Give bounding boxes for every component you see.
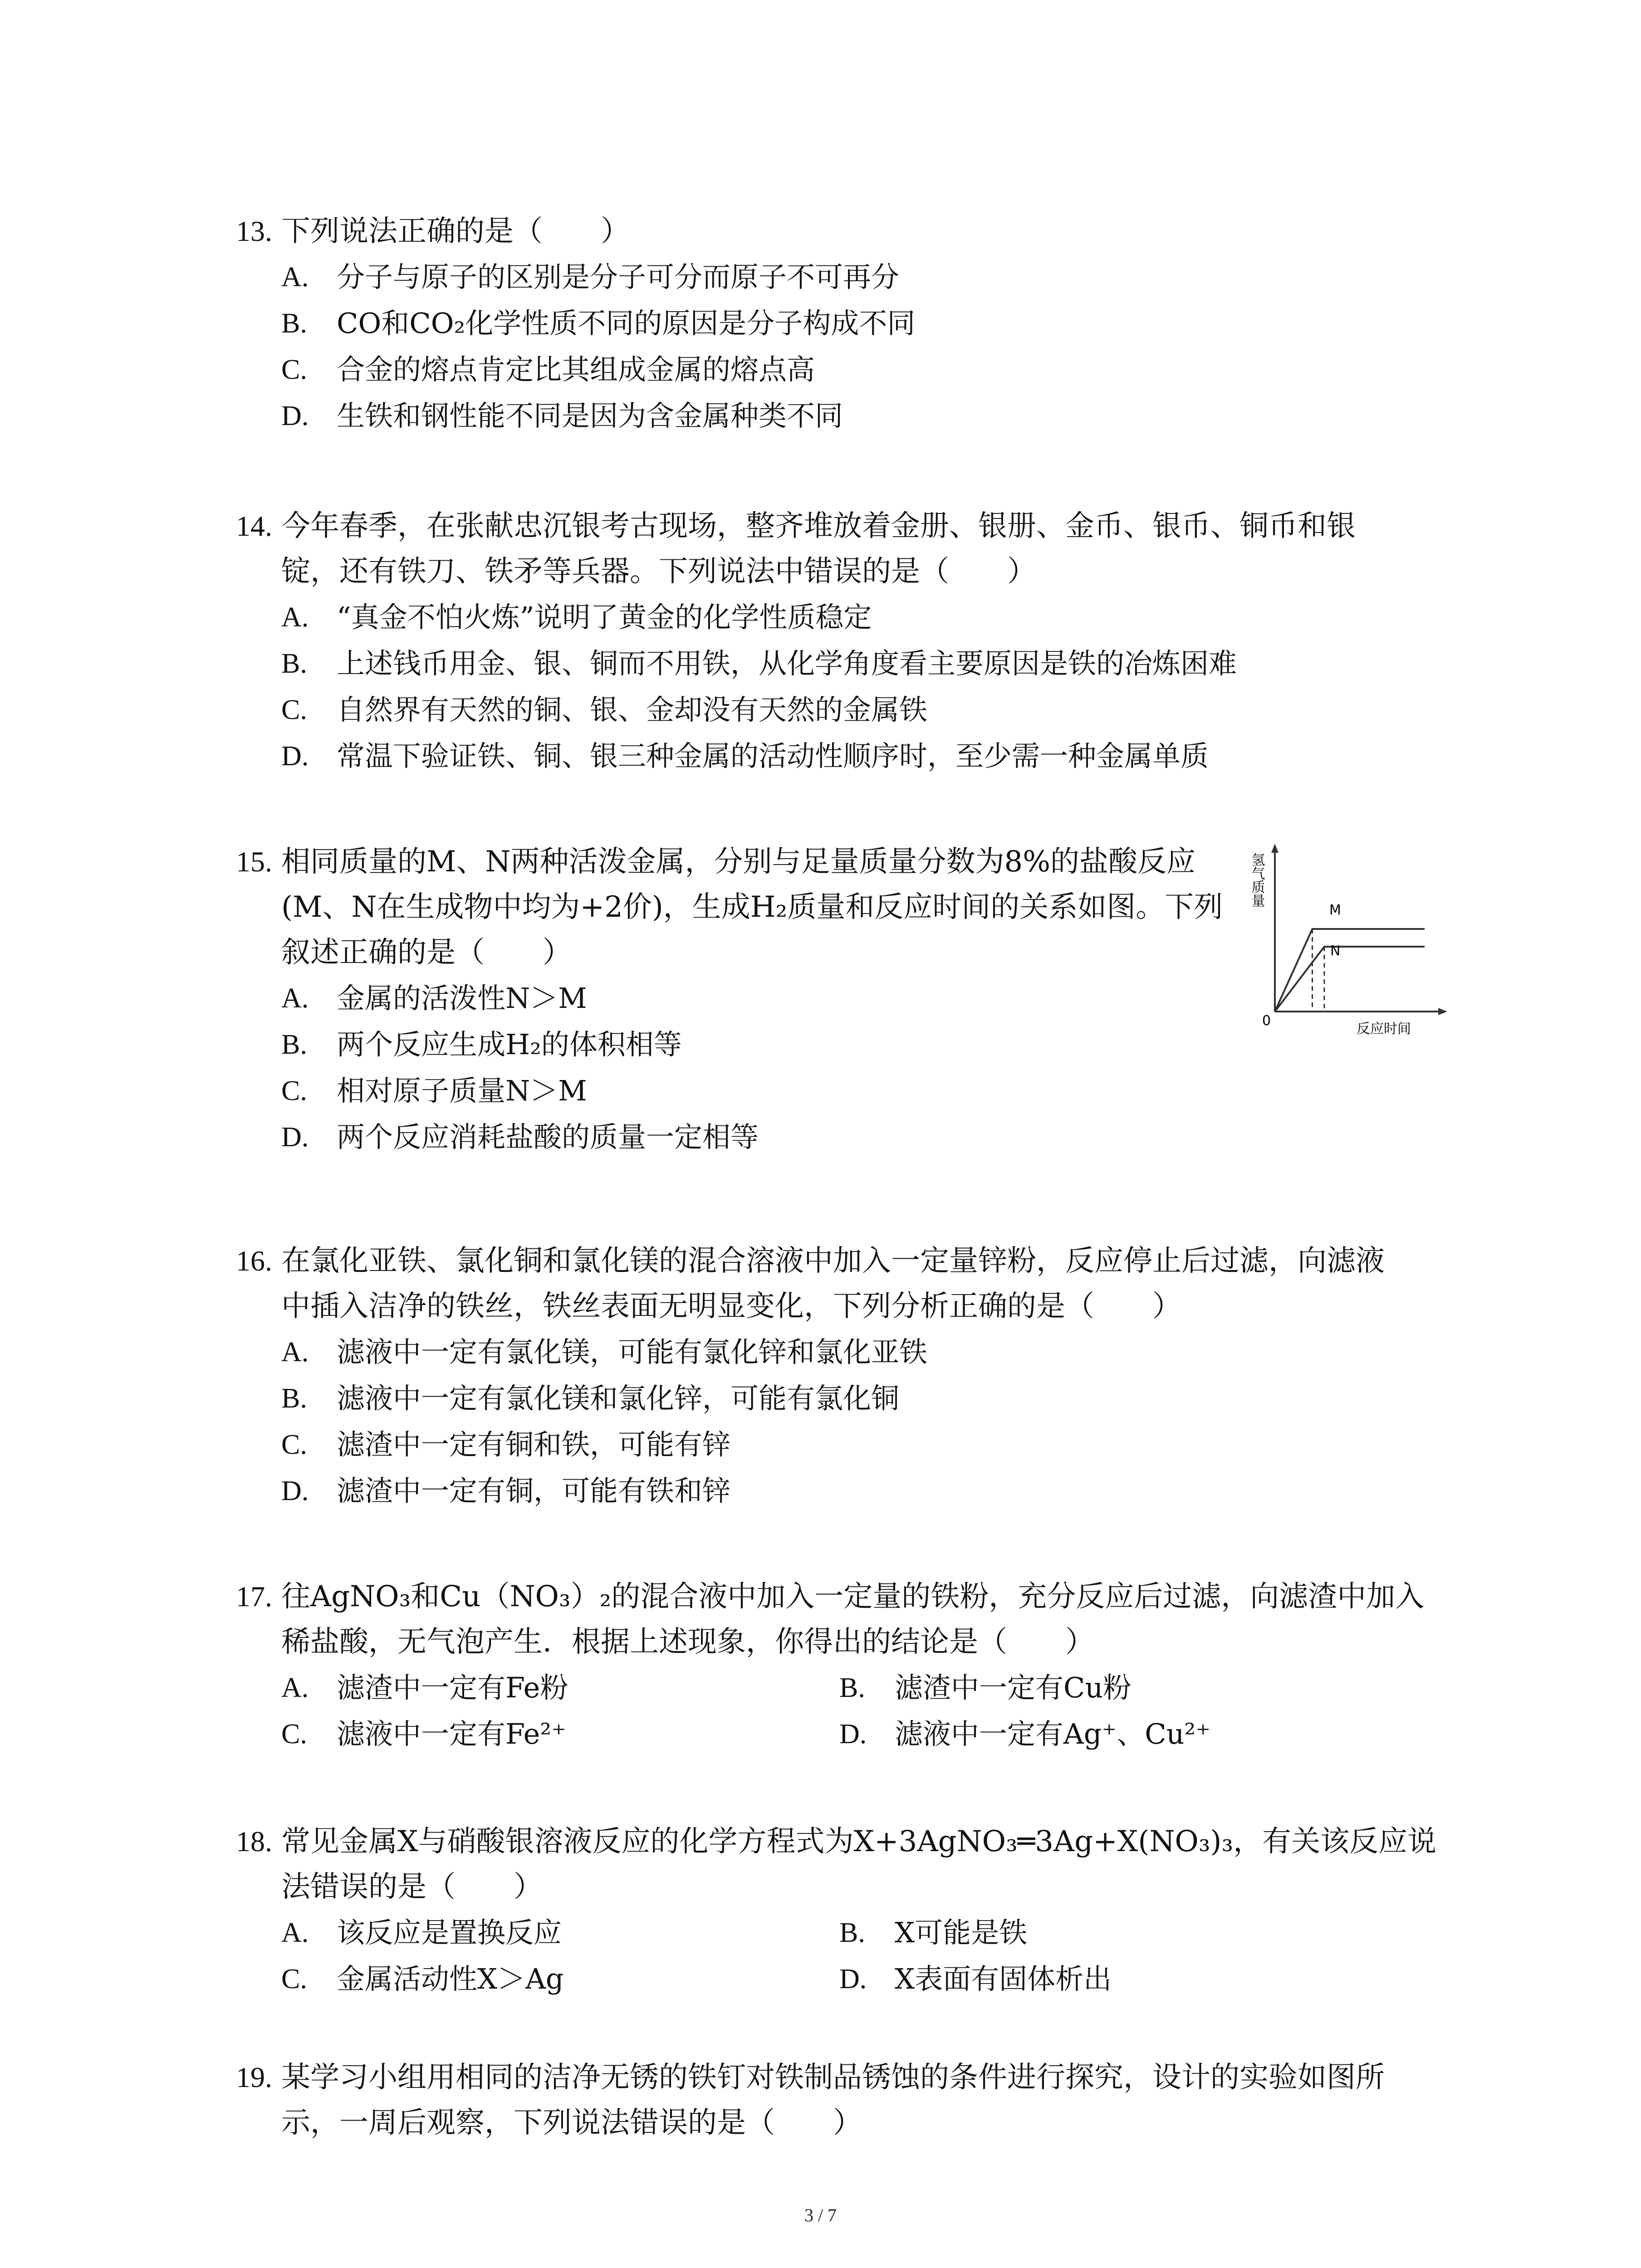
stem-line: (M、N在生成物中均为+2价)，生成H₂质量和反应时间的关系如图。下列 (281, 890, 1223, 924)
option-b: B. 上述钱币用金、银、铜而不用铁，从化学角度看主要原因是铁的冶炼困难 (281, 647, 1237, 680)
question-stem (236, 1574, 1461, 1619)
option-c: C. 滤渣中一定有铜和铁，可能有锌 (281, 1428, 731, 1461)
stem-line: 往AgNO₃和Cu（NO₃）₂的混合液中加入一定量的铁粉，充分反应后过滤，向滤渣中加入 (281, 1580, 1425, 1613)
series-label-m: M (1329, 902, 1341, 918)
stem-line: 法错误的是（ ） (281, 1870, 543, 1904)
question-stem (236, 209, 1461, 254)
x-axis-arrow-icon (1438, 1008, 1447, 1015)
stem-line: 中插入洁净的铁丝，铁丝表面无明显变化，下列分析正确的是（ ） (281, 1290, 1181, 1323)
question-number: 19. (236, 2061, 272, 2093)
question-stem (236, 1238, 1461, 1284)
question-stem (236, 2055, 1461, 2100)
series-line-n (1275, 947, 1425, 1012)
page-number: 3 / 7 (804, 2205, 837, 2225)
option-b: B. 滤渣中一定有Cu粉 (839, 1671, 1132, 1704)
option-d: D. 生铁和钢性能不同是因为含金属种类不同 (281, 399, 843, 432)
option-c: C. 合金的熔点肯定比其组成金属的熔点高 (281, 353, 815, 386)
series-line-m (1275, 929, 1425, 1012)
hydrogen-mass-chart (1243, 835, 1452, 1043)
question-number: 13. (236, 215, 272, 247)
question-number: 15. (236, 846, 272, 878)
series-label-n: N (1330, 943, 1341, 959)
question-16 (236, 1238, 1461, 1514)
stem-line: 稀盐酸，无气泡产生．根据上述现象，你得出的结论是（ ） (281, 1625, 1094, 1659)
question-stem (236, 1819, 1461, 1864)
question-number: 16. (236, 1245, 272, 1277)
option-a: A. 金属的活泼性N＞M (281, 982, 587, 1015)
y-axis-arrow-icon (1271, 844, 1279, 853)
series-layer (1275, 929, 1425, 1012)
question-19 (236, 2055, 1461, 2146)
option-a: A. 滤液中一定有氯化镁，可能有氯化锌和氯化亚铁 (281, 1335, 928, 1369)
option-b: B. CO和CO₂化学性质不同的原因是分子构成不同 (281, 307, 916, 340)
question-number: 17. (236, 1580, 272, 1613)
question-13 (236, 209, 1461, 439)
x-axis-label: 反应时间 (1357, 1021, 1411, 1037)
option-a: A. “真金不怕火炼”说明了黄金的化学性质稳定 (281, 601, 872, 634)
stem-line: 示，一周后观察，下列说法错误的是（ ） (281, 2106, 862, 2140)
question-number: 18. (236, 1825, 272, 1857)
y-axis-label: 氢气质量 (1249, 853, 1265, 907)
question-17 (236, 1574, 1461, 1757)
stem-line: 叙述正确的是（ ） (281, 936, 572, 969)
option-c: C. 自然界有天然的铜、银、金却没有天然的金属铁 (281, 693, 928, 726)
option-d: D. 滤液中一定有Ag⁺、Cu²⁺ (839, 1717, 1211, 1750)
option-d: D. 滤渣中一定有铜，可能有铁和锌 (281, 1474, 731, 1507)
option-row (236, 1910, 1461, 1956)
origin-label: 0 (1262, 1013, 1271, 1029)
option-b: B. 滤液中一定有氯化镁和氯化锌，可能有氯化铜 (281, 1382, 900, 1415)
stem-line: 锭，还有铁刀、铁矛等兵器。下列说法中错误的是（ ） (281, 555, 1036, 588)
option-d: D. 常温下验证铁、铜、银三种金属的活动性顺序时，至少需一种金属单质 (281, 739, 1209, 772)
option-row (236, 1711, 1461, 1757)
option-row (236, 1665, 1461, 1711)
option-a: A. 滤渣中一定有Fe粉 (281, 1671, 568, 1704)
option-c: C. 金属活动性X＞Ag (281, 1962, 564, 1995)
option-d: D. 两个反应消耗盐酸的质量一定相等 (281, 1120, 759, 1154)
option-a: A. 分子与原子的区别是分子可分而原子不可再分 (281, 260, 900, 293)
option-b: B. 两个反应生成H₂的体积相等 (281, 1028, 682, 1061)
option-b: B. X可能是铁 (839, 1916, 1028, 1949)
option-row (236, 1956, 1461, 2002)
question-18 (236, 1819, 1461, 2002)
stem-line: 某学习小组用相同的洁净无锈的铁钉对铁制品锈蚀的条件进行探究，设计的实验如图所 (281, 2061, 1385, 2094)
stem-line: 相同质量的M、N两种活泼金属，分别与足量质量分数为8%的盐酸反应 (281, 845, 1196, 879)
stem-line: 今年春季，在张献忠沉银考古现场，整齐堆放着金册、银册、金币、银币、铜币和银 (281, 509, 1356, 543)
stem-line: 在氯化亚铁、氯化铜和氯化镁的混合溶液中加入一定量锌粉，反应停止后过滤，向滤液 (281, 1244, 1385, 1278)
question-stem (236, 503, 1461, 549)
question-14 (236, 503, 1461, 779)
option-c: C. 相对原子质量N＞M (281, 1074, 587, 1107)
question-number: 14. (236, 510, 272, 542)
option-d: D. X表面有固体析出 (839, 1962, 1112, 1995)
option-c: C. 滤液中一定有Fe²⁺ (281, 1717, 566, 1750)
stem-line: 常见金属X与硝酸银溶液反应的化学方程式为X+3AgNO₃═3Ag+X(NO₃)₃，有关该反应说 (281, 1825, 1437, 1858)
option-a: A. 该反应是置换反应 (281, 1916, 562, 1949)
stem-line: 下列说法正确的是（ ） (281, 215, 630, 248)
